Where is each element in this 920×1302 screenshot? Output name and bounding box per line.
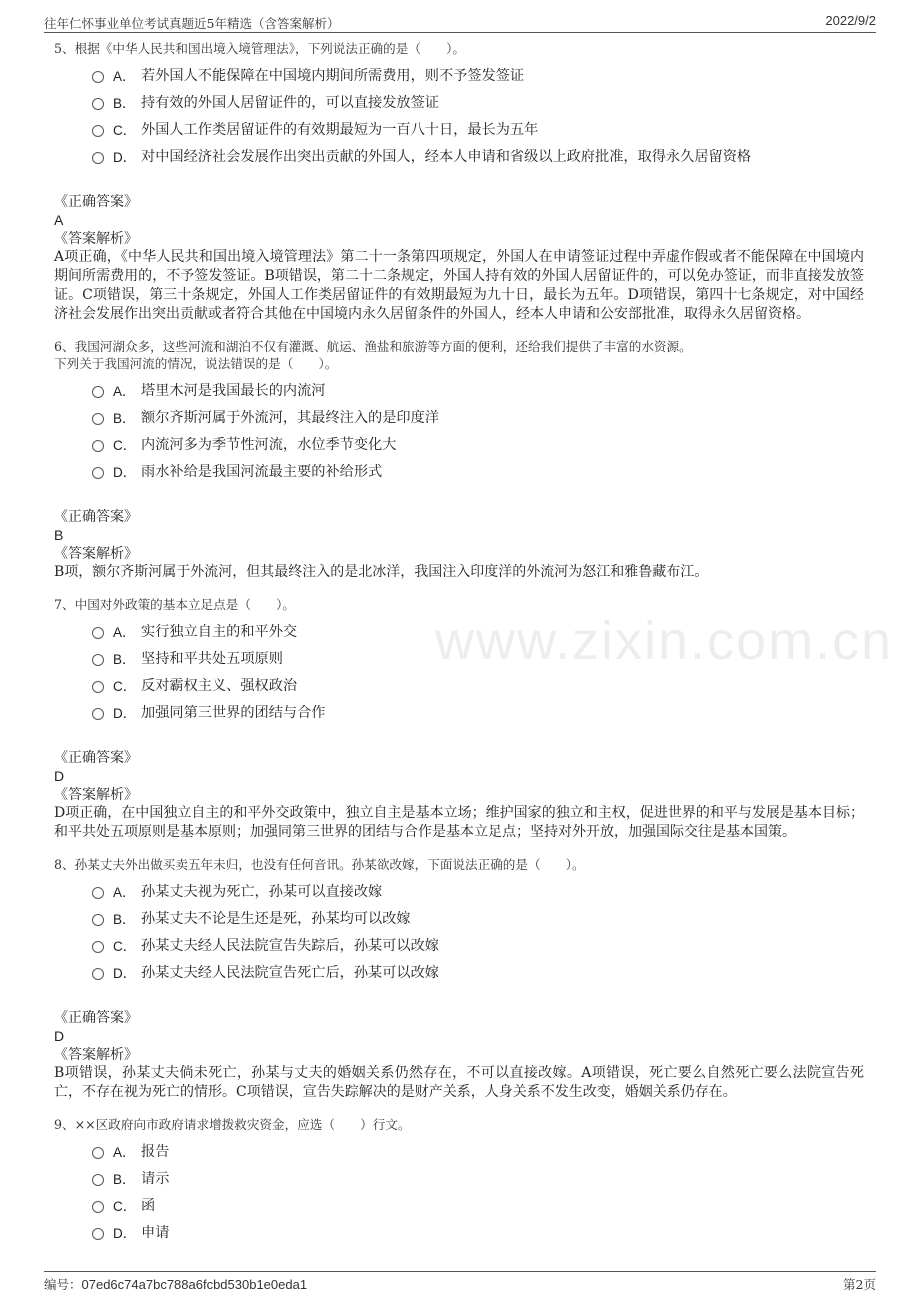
spacer	[54, 725, 864, 749]
option-text: 额尔齐斯河属于外流河，其最终注入的是印度洋	[141, 409, 439, 426]
answer-option[interactable]	[92, 671, 864, 698]
option-text: 实行独立自主的和平外交	[141, 623, 298, 640]
option-text: 对中国经济社会发展作出突出贡献的外国人，经本人申请和省级以上政府批准，取得永久居留资格	[141, 148, 752, 165]
spacer	[54, 484, 864, 508]
correct-answer-value: D	[54, 1028, 65, 1044]
radio-button-icon[interactable]	[92, 887, 104, 899]
analysis-text: A项正确，《中华人民共和国出境入境管理法》第二十一条第四项规定，外国人在申请签证过程中弄虚作假或者不能保障在中国境内期间所需费用的，不予签发签证。B项错误，第二十二条规定，外国人持有效的外国人居留证件的，可以免办签证，而非直接发放签证。C项错误，第三十条规定，外国人工作类居留证件的有效期最短为九十日，最长为五年。D项错误，第四十七条规定，对中国经济社会发展作出突出贡献或者符合其他在中国境内永久居留条件的外国人，经本人申请和公安部批准，取得永久居留资格。	[54, 249, 864, 322]
option-letter: D．	[113, 149, 137, 165]
answer-option[interactable]	[92, 904, 864, 931]
radio-button-icon[interactable]	[92, 71, 104, 83]
answer-option[interactable]	[92, 376, 864, 403]
answer-option[interactable]	[92, 617, 864, 644]
option-text: 孙某丈夫经人民法院宣告死亡后，孙某可以改嫁	[141, 964, 439, 981]
correct-answer-label: 《正确答案》	[54, 194, 138, 210]
question-stem: 7、中国对外政策的基本立足点是（ ）。	[54, 597, 295, 612]
radio-button-icon[interactable]	[92, 467, 104, 479]
analysis-text: D项正确，在中国独立自主的和平外交政策中，独立自主是基本立场；维护国家的独立和主权，促进世界的和平与发展是基本目标；和平共处五项原则是基本原则；加强同第三世界的团结与合作是基本立足点；坚持对外开放，加强国际交往是基本国策。	[54, 805, 864, 840]
answer-option[interactable]	[92, 958, 864, 985]
radio-button-icon[interactable]	[92, 968, 104, 980]
radio-button-icon[interactable]	[92, 1201, 104, 1213]
option-text: 报告	[141, 1143, 170, 1160]
question-stem: 9、××区政府向市政府请求增拨救灾资金，应选（ ）行文。	[54, 1117, 411, 1132]
option-list	[92, 617, 864, 725]
analysis-label: 《答案解析》	[54, 787, 138, 803]
correct-answer-label: 《正确答案》	[54, 750, 138, 766]
correct-answer-value: D	[54, 768, 65, 784]
page-header	[44, 12, 876, 33]
radio-button-icon[interactable]	[92, 654, 104, 666]
answer-option[interactable]	[92, 1191, 864, 1218]
analysis-label: 《答案解析》	[54, 231, 138, 247]
option-list	[92, 376, 864, 484]
option-letter: B．	[113, 1171, 136, 1187]
radio-button-icon[interactable]	[92, 708, 104, 720]
radio-button-icon[interactable]	[92, 1228, 104, 1240]
code-label: 编号：	[44, 1277, 82, 1292]
question-stem: 5、根据《中华人民共和国出境入境管理法》，下列说法正确的是（ ）。	[54, 41, 466, 56]
answer-option[interactable]	[92, 644, 864, 671]
answer-option[interactable]	[92, 457, 864, 484]
question-block	[54, 596, 864, 842]
spacer	[54, 169, 864, 193]
answer-option[interactable]	[92, 403, 864, 430]
answer-option[interactable]	[92, 1137, 864, 1164]
correct-answer-label: 《正确答案》	[54, 1010, 138, 1026]
option-letter: A．	[113, 68, 136, 84]
answer-option[interactable]	[92, 142, 864, 169]
radio-button-icon[interactable]	[92, 681, 104, 693]
option-text: 坚持和平共处五项原则	[141, 650, 283, 667]
option-text: 塔里木河是我国最长的内流河	[141, 382, 326, 399]
radio-button-icon[interactable]	[92, 627, 104, 639]
radio-button-icon[interactable]	[92, 413, 104, 425]
option-text: 内流河多为季节性河流，水位季节变化大	[141, 436, 397, 453]
option-text: 若外国人不能保障在中国境内期间所需费用，则不予签发签证	[141, 67, 525, 84]
radio-button-icon[interactable]	[92, 98, 104, 110]
radio-button-icon[interactable]	[92, 1174, 104, 1186]
option-text: 孙某丈夫经人民法院宣告失踪后，孙某可以改嫁	[141, 937, 439, 954]
correct-answer-label: 《正确答案》	[54, 509, 138, 525]
option-letter: C．	[113, 938, 137, 954]
option-letter: D．	[113, 965, 137, 981]
option-letter: B．	[113, 95, 136, 111]
answer-option[interactable]	[92, 1218, 864, 1245]
answer-option[interactable]	[92, 877, 864, 904]
option-letter: B．	[113, 911, 136, 927]
option-list	[92, 1137, 864, 1245]
document-title: 往年仁怀事业单位考试真题近5年精选（含答案解析）	[44, 16, 340, 31]
analysis-text: B项，额尔齐斯河属于外流河，但其最终注入的是北冰洋，我国注入印度洋的外流河为怒江和雅鲁藏布江。	[54, 564, 709, 580]
option-text: 持有效的外国人居留证件的，可以直接发放签证	[141, 94, 439, 111]
option-letter: A．	[113, 884, 136, 900]
analysis-text: B项错误，孙某丈夫倘未死亡，孙某与丈夫的婚姻关系仍然存在，不可以直接改嫁。A项错误，死亡要么自然死亡要么法院宣告死亡，不存在视为死亡的情形。C项错误，宣告失踪解决的是财产关系，人身关系不发生改变，婚姻关系仍存在。	[54, 1065, 864, 1100]
radio-button-icon[interactable]	[92, 914, 104, 926]
document-code	[44, 1275, 307, 1293]
question-block	[54, 1116, 864, 1245]
option-letter: B．	[113, 651, 136, 667]
analysis-label: 《答案解析》	[54, 1047, 138, 1063]
question-list	[54, 40, 864, 1259]
option-letter: A．	[113, 383, 136, 399]
question-block	[54, 338, 864, 582]
option-text: 反对霸权主义、强权政治	[141, 677, 298, 694]
radio-button-icon[interactable]	[92, 440, 104, 452]
watermark: www.zixin.com.cn	[435, 611, 894, 671]
option-list	[92, 877, 864, 985]
option-letter: A．	[113, 1144, 136, 1160]
question-block	[54, 856, 864, 1102]
page-number: 第2页	[843, 1277, 876, 1292]
radio-button-icon[interactable]	[92, 125, 104, 137]
option-letter: C．	[113, 437, 137, 453]
option-letter: D．	[113, 1225, 137, 1241]
answer-option[interactable]	[92, 88, 864, 115]
question-stem: 8、孙某丈夫外出做买卖五年未归，也没有任何音讯。孙某欲改嫁，下面说法正确的是（ ）。	[54, 857, 585, 872]
option-text: 孙某丈夫视为死亡，孙某可以直接改嫁	[141, 883, 383, 900]
option-letter: C．	[113, 678, 137, 694]
option-letter: C．	[113, 122, 137, 138]
option-letter: D．	[113, 705, 137, 721]
option-text: 请示	[141, 1170, 170, 1187]
option-letter: C．	[113, 1198, 137, 1214]
option-letter: B．	[113, 410, 136, 426]
answer-option[interactable]	[92, 61, 864, 88]
question-stem-continued: 下列关于我国河流的情况，说法错误的是（ ）。	[54, 356, 338, 371]
code-value: 07ed6c74a7bc788a6fcbd530b1e0eda1	[81, 1277, 308, 1292]
answer-option[interactable]	[92, 115, 864, 142]
document-date: 2022/9/2	[825, 13, 876, 28]
radio-button-icon[interactable]	[92, 1147, 104, 1159]
option-text: 雨水补给是我国河流最主要的补给形式	[141, 463, 383, 480]
radio-button-icon[interactable]	[92, 152, 104, 164]
answer-option[interactable]	[92, 698, 864, 725]
option-text: 外国人工作类居留证件的有效期最短为一百八十日，最长为五年	[141, 121, 539, 138]
question-block	[54, 40, 864, 324]
option-text: 函	[141, 1197, 156, 1214]
option-list	[92, 61, 864, 169]
option-text: 孙某丈夫不论是生还是死，孙某均可以改嫁	[141, 910, 411, 927]
option-text: 加强同第三世界的团结与合作	[141, 704, 326, 721]
analysis-label: 《答案解析》	[54, 546, 138, 562]
correct-answer-value: B	[54, 527, 64, 543]
page-footer	[44, 1271, 876, 1292]
question-stem: 6、我国河湖众多，这些河流和湖泊不仅有灌溉、航运、渔盐和旅游等方面的便利，还给我们提供了丰富的水资源。	[54, 339, 692, 354]
option-text: 申请	[141, 1224, 170, 1241]
spacer	[54, 985, 864, 1009]
correct-answer-value: A	[54, 212, 64, 228]
answer-option[interactable]	[92, 931, 864, 958]
option-letter: A．	[113, 624, 136, 640]
answer-option[interactable]	[92, 1164, 864, 1191]
option-letter: D．	[113, 464, 137, 480]
radio-button-icon[interactable]	[92, 386, 104, 398]
answer-option[interactable]	[92, 430, 864, 457]
radio-button-icon[interactable]	[92, 941, 104, 953]
